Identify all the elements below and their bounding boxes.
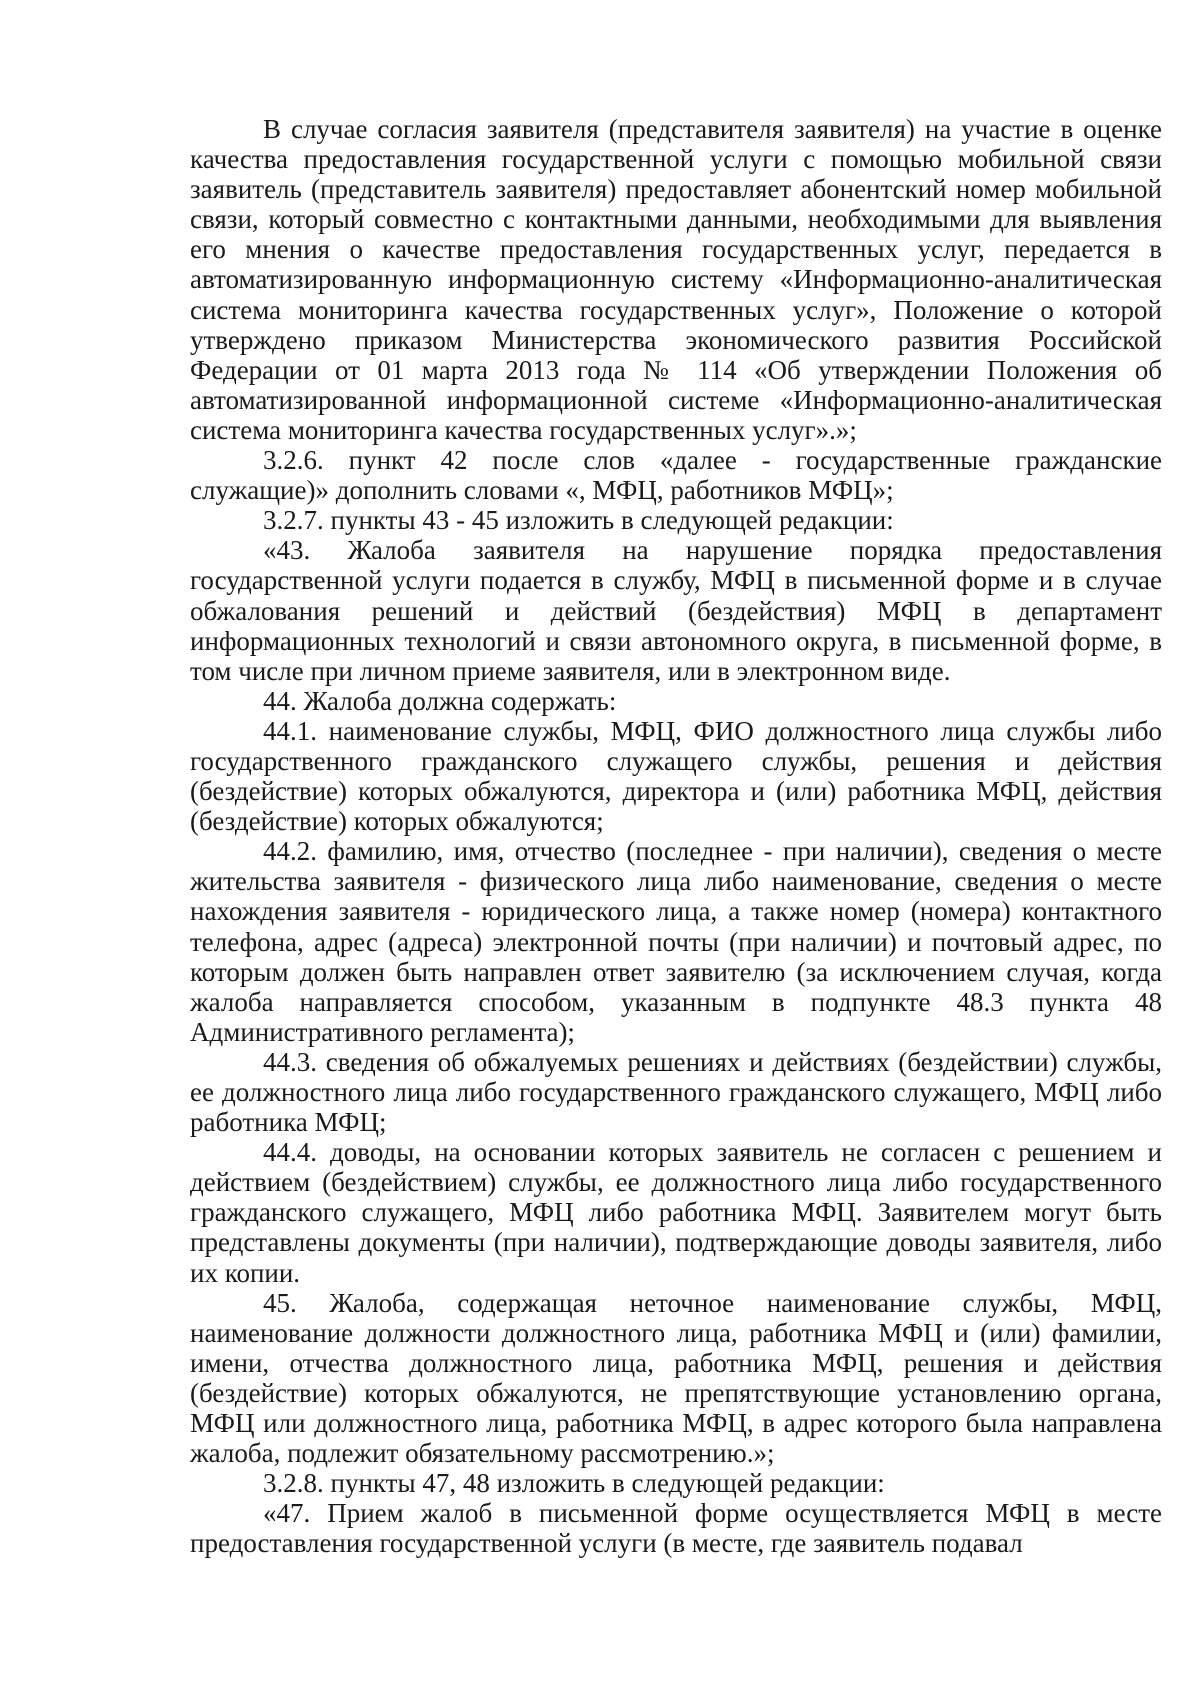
paragraph-3-2-8: 3.2.8. пункты 47, 48 изложить в следующей редакции: [263, 1468, 885, 1499]
paragraph-45: 45. Жалоба, содержащая неточное наименование службы, МФЦ, наименование должности должностного лица, работника МФЦ и (или) фамилии, имени, отчества должностного лица, работника МФЦ, решения и действия (бездействие) которых обжалуются, не препятствующие установлению органа, МФЦ или должностного лица, работника МФЦ, в адрес которого была направлена жалоба, подлежит обязательному рассмотрению.»; [190, 1287, 1162, 1469]
paragraph-44-1: 44.1. наименование службы, МФЦ, ФИО должностного лица службы либо государственного гражданского служащего службы, решения и действия (бездействие) которых обжалуются, директора и (или) работника МФЦ, действия (бездействие) которых обжалуются; [190, 715, 1162, 837]
document-body [190, 114, 1162, 1559]
paragraph-3-2-7: 3.2.7. пункты 43 - 45 изложить в следующей редакции: [263, 505, 894, 536]
paragraph-44: 44. Жалоба должна содержать: [263, 685, 617, 716]
paragraph-47: «47. Прием жалоб в письменной форме осуществляется МФЦ в месте предоставления государственной услуги (в месте, где заявитель подавал [190, 1498, 1162, 1559]
paragraph-44-3: 44.3. сведения об обжалуемых решениях и действиях (бездействии) службы, ее должностного лица либо государственного гражданского служащего, МФЦ либо работника МФЦ; [190, 1046, 1162, 1138]
paragraph-3-2-6: 3.2.6. пункт 42 после слов «далее - государственные гражданские служащие)» дополнить словами «, МФЦ, работников МФЦ»; [190, 445, 1162, 506]
paragraph-44-2: 44.2. фамилию, имя, отчество (последнее - при наличии), сведения о месте жительства заявителя - физического лица либо наименование, сведения о месте нахождения заявителя - юридического лица, а также номер (номера) контактного телефона, адрес (адреса) электронной почты (при наличии) и почтовый адрес, по которым должен быть направлен ответ заявителю (за исключением случая, когда жалоба направляется способом, указанным в подпункте 48.3 пункта 48 Административного регламента); [190, 836, 1162, 1047]
paragraph-43: «43. Жалоба заявителя на нарушение порядка предоставления государственной услуги подается в службу, МФЦ в письменной форме и в случае обжалования решений и действий (бездействия) МФЦ в департамент информационных технологий и связи автономного округа, в письменной форме, в том числе при личном приеме заявителя, или в электронном виде. [190, 535, 1162, 686]
paragraph-mobile-consent: В случае согласия заявителя (представителя заявителя) на участие в оценке качества предоставления государственной услуги с помощью мобильной связи заявитель (представитель заявителя) предоставляет абонентский номер мобильной связи, который совместно с контактными данными, необходимыми для выявления его мнения о качестве предоставления государственных услуг, передается в автоматизированную информационную систему «Информационно-аналитическая система мониторинга качества государственных услуг», Положение о которой утверждено приказом Министерства экономического развития Российской Федерации от 01 марта 2013 года № 114 «Об утверждении Положения об автоматизированной информационной системе «Информационно-аналитическая система мониторинга качества государственных услуг».»; [190, 114, 1162, 445]
paragraph-44-4: 44.4. доводы, на основании которых заявитель не согласен с решением и действием (бездействием) службы, ее должностного лица либо государственного гражданского служащего, МФЦ либо работника МФЦ. Заявителем могут быть представлены документы (при наличии), подтверждающие доводы заявителя, либо их копии. [190, 1137, 1162, 1288]
